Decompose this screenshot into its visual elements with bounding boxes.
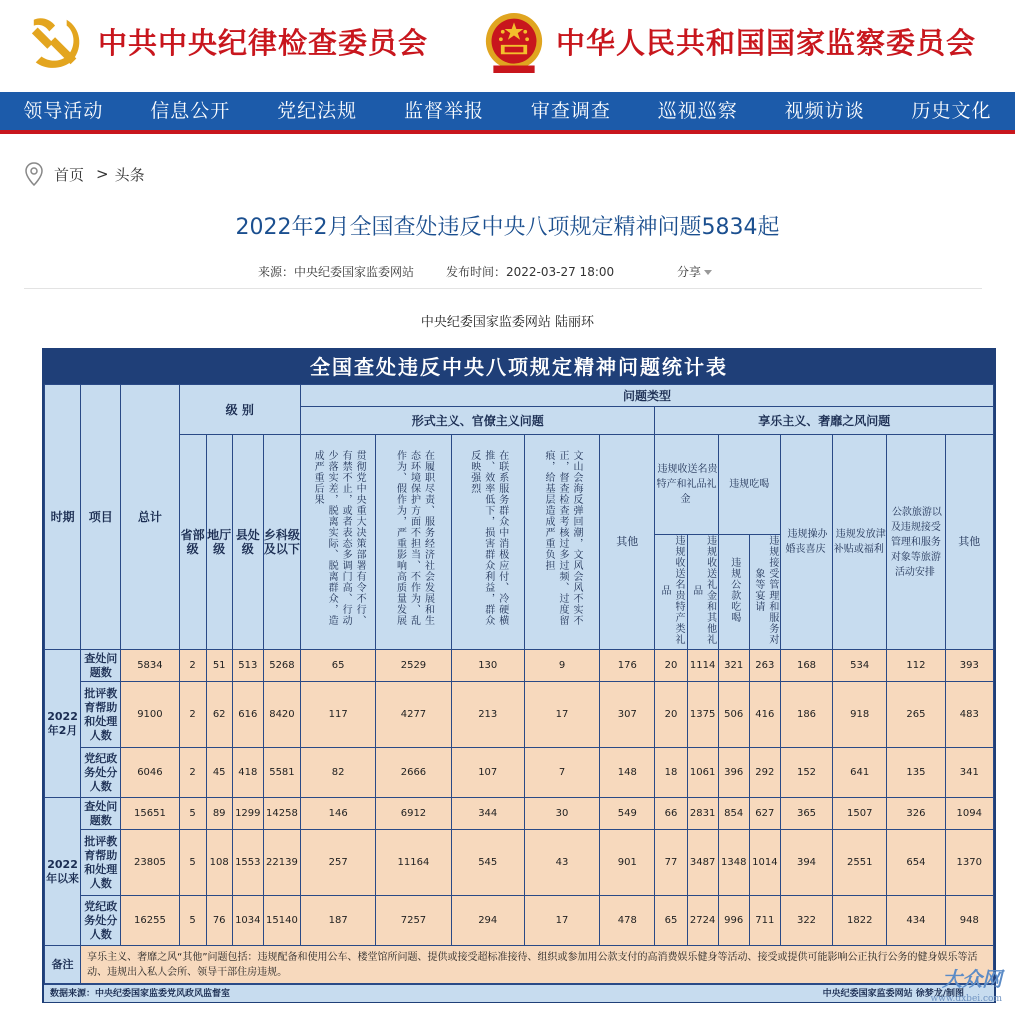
table-row <box>45 896 994 946</box>
header-f-cat-2: 在履职尽责、服务经济社会发展和生态环境保护方面不担当、不作为、乱作为、假作为，严重影响高质量发展 <box>376 435 451 650</box>
divider <box>24 288 982 289</box>
article-time: 发布时间：2022-03-27 18:00 <box>446 265 615 279</box>
cell: 263 <box>749 650 780 682</box>
nav-item-investigation[interactable]: 审查调查 <box>530 100 611 122</box>
row-item: 批评教育帮助和处理人数 <box>81 682 121 748</box>
cell: 76 <box>206 896 232 946</box>
cell: 130 <box>451 650 524 682</box>
cell: 344 <box>451 798 524 830</box>
cell: 1299 <box>232 798 263 830</box>
cell: 16255 <box>121 896 179 946</box>
cell: 2831 <box>687 798 718 830</box>
cell: 62 <box>206 682 232 748</box>
cell: 17 <box>524 896 599 946</box>
nsc-brand[interactable] <box>484 10 976 76</box>
cell: 14258 <box>263 798 300 830</box>
cell: 135 <box>887 748 945 798</box>
cell: 5 <box>179 830 206 896</box>
nav-item-report[interactable]: 监督举报 <box>404 100 485 122</box>
header-h-cat-3: 公款旅游以及违规接受管理和服务对象等旅游活动安排 <box>887 435 945 650</box>
row-item: 查处问题数 <box>81 650 121 682</box>
cell: 996 <box>718 896 749 946</box>
cell: 89 <box>206 798 232 830</box>
cell: 483 <box>945 682 993 748</box>
cell: 948 <box>945 896 993 946</box>
cell: 22139 <box>263 830 300 896</box>
header-gift-sub-1: 违规收送名贵特产类礼品 <box>655 535 687 650</box>
cell: 2666 <box>376 748 451 798</box>
cell: 5834 <box>121 650 179 682</box>
header-gift-sub-2: 违规收送礼金和其他礼品 <box>687 535 718 650</box>
row-item: 党纪政务处分人数 <box>81 748 121 798</box>
header-level-township: 乡科级及以下 <box>263 435 300 650</box>
cell: 112 <box>887 650 945 682</box>
chevron-down-icon <box>704 270 712 275</box>
cell: 1370 <box>945 830 993 896</box>
nsc-name: 中华人民共和国国家监察委员会 <box>556 26 977 60</box>
cell: 854 <box>718 798 749 830</box>
cell: 23805 <box>121 830 179 896</box>
cell: 65 <box>655 896 687 946</box>
header-gift-group: 违规收送名贵特产和礼品礼金 <box>655 435 718 535</box>
nav-item-video[interactable]: 视频访谈 <box>784 100 865 122</box>
cell: 4277 <box>376 682 451 748</box>
period-label: 2022年2月 <box>45 650 81 798</box>
data-source: 数据来源：中央纪委国家监委党风政风监督室 <box>50 989 231 999</box>
cell: 11164 <box>376 830 451 896</box>
cell: 326 <box>887 798 945 830</box>
header-level-county: 县处级 <box>232 435 263 650</box>
header-dining-sub-1: 违规公款吃喝 <box>718 535 749 650</box>
cell: 627 <box>749 798 780 830</box>
cell: 506 <box>718 682 749 748</box>
cell: 148 <box>600 748 655 798</box>
nav-item-history[interactable]: 历史文化 <box>911 100 992 122</box>
cell: 549 <box>600 798 655 830</box>
cell: 434 <box>887 896 945 946</box>
cell: 20 <box>655 682 687 748</box>
table-row <box>45 682 994 748</box>
nav-item-regulations[interactable]: 党纪法规 <box>277 100 358 122</box>
ccdi-brand[interactable] <box>28 10 428 76</box>
row-item: 批评教育帮助和处理人数 <box>81 830 121 896</box>
table-row <box>45 798 994 830</box>
cell: 7257 <box>376 896 451 946</box>
share-button[interactable] <box>677 263 712 280</box>
cell: 294 <box>451 896 524 946</box>
nav-item-inspection[interactable]: 巡视巡察 <box>657 100 738 122</box>
cell: 30 <box>524 798 599 830</box>
cell: 5268 <box>263 650 300 682</box>
cell: 6046 <box>121 748 179 798</box>
cell: 513 <box>232 650 263 682</box>
cell: 711 <box>749 896 780 946</box>
cell: 117 <box>301 682 376 748</box>
row-item: 查处问题数 <box>81 798 121 830</box>
cell: 20 <box>655 650 687 682</box>
ccdi-name: 中共中央纪律检查委员会 <box>98 26 429 60</box>
cell: 213 <box>451 682 524 748</box>
cell: 2 <box>179 650 206 682</box>
header-period: 时期 <box>45 385 81 650</box>
article-author: 中央纪委国家监委网站 陆丽环 <box>420 315 595 330</box>
cell: 65 <box>301 650 376 682</box>
cell: 396 <box>718 748 749 798</box>
header-dining-sub-2: 违规接受管理和服务对象等宴请 <box>749 535 780 650</box>
header-f-cat-5: 其他 <box>600 435 655 650</box>
header-dining-group: 违规吃喝 <box>718 435 780 535</box>
cell: 5 <box>179 896 206 946</box>
breadcrumb-home[interactable]: 首页 <box>54 165 85 184</box>
breadcrumb <box>24 162 145 186</box>
cell: 8420 <box>263 682 300 748</box>
cell: 534 <box>833 650 887 682</box>
cell: 9 <box>524 650 599 682</box>
header-hedonism: 享乐主义、奢靡之风问题 <box>655 407 994 435</box>
cell: 15140 <box>263 896 300 946</box>
cell: 107 <box>451 748 524 798</box>
cell: 416 <box>749 682 780 748</box>
cell: 152 <box>780 748 832 798</box>
watermark-url: www.dxbei.com <box>930 994 1002 1004</box>
location-pin-icon <box>24 162 44 186</box>
breadcrumb-current[interactable]: 头条 <box>114 165 145 184</box>
header-f-cat-4: 文山会海反弹回潮，文风会风不实不正，督查检查考核过多过频、过度留痕，给基层造成严重负担 <box>524 435 599 650</box>
cell: 1094 <box>945 798 993 830</box>
party-emblem-icon <box>28 14 86 72</box>
cell: 43 <box>524 830 599 896</box>
watermark-logo <box>930 969 1002 1009</box>
nav-item-disclosure[interactable]: 信息公开 <box>150 100 231 122</box>
stats-table <box>44 384 994 984</box>
cell: 18 <box>655 748 687 798</box>
cell: 3487 <box>687 830 718 896</box>
cell: 51 <box>206 650 232 682</box>
cell: 307 <box>600 682 655 748</box>
cell: 1553 <box>232 830 263 896</box>
header-formalism: 形式主义、官僚主义问题 <box>301 407 655 435</box>
cell: 341 <box>945 748 993 798</box>
cell: 292 <box>749 748 780 798</box>
cell: 1014 <box>749 830 780 896</box>
note-text: 享乐主义、奢靡之风“其他”问题包括：违规配备和使用公车、楼堂馆所问题、提供或接受超标准接待、组织或参加用公款支付的高消费娱乐健身等活动、接受或提供可能影响公正执行公务的健身娱乐等活动、违规出入私人会所、领导干部住房违规。 <box>81 946 994 984</box>
cell: 82 <box>301 748 376 798</box>
cell: 654 <box>887 830 945 896</box>
cell: 186 <box>780 682 832 748</box>
cell: 418 <box>232 748 263 798</box>
header-level-province: 省部级 <box>179 435 206 650</box>
cell: 365 <box>780 798 832 830</box>
cell: 641 <box>833 748 887 798</box>
cell: 1061 <box>687 748 718 798</box>
header-problem-type: 问题类型 <box>301 385 994 407</box>
nav-item-leadership[interactable]: 领导活动 <box>23 100 104 122</box>
cell: 1114 <box>687 650 718 682</box>
cell: 9100 <box>121 682 179 748</box>
cell: 5 <box>179 798 206 830</box>
table-row <box>45 748 994 798</box>
cell: 1375 <box>687 682 718 748</box>
cell: 168 <box>780 650 832 682</box>
cell: 15651 <box>121 798 179 830</box>
cell: 393 <box>945 650 993 682</box>
row-item: 党纪政务处分人数 <box>81 896 121 946</box>
cell: 321 <box>718 650 749 682</box>
cell: 265 <box>887 682 945 748</box>
header-level-prefecture: 地厅级 <box>206 435 232 650</box>
header-f-cat-1: 贯彻党中央重大决策部署有令不行、有禁不止，或者表态多调门高、行动少落实差，脱离实际、脱离群众，造成严重后果 <box>301 435 376 650</box>
cell: 2724 <box>687 896 718 946</box>
header-level: 级 别 <box>179 385 300 435</box>
cell: 901 <box>600 830 655 896</box>
cell: 394 <box>780 830 832 896</box>
cell: 176 <box>600 650 655 682</box>
cell: 2551 <box>833 830 887 896</box>
cell: 616 <box>232 682 263 748</box>
nav-divider <box>0 130 1015 134</box>
share-label: 分享 <box>677 265 702 279</box>
cell: 2529 <box>376 650 451 682</box>
cell: 17 <box>524 682 599 748</box>
article-title: 2022年2月全国查处违反中央八项规定精神问题5834起 <box>235 215 780 240</box>
breadcrumb-separator: > <box>96 165 109 183</box>
cell: 1822 <box>833 896 887 946</box>
stats-infographic <box>42 348 1002 1004</box>
header-h-cat-1: 违规操办婚丧喜庆 <box>780 435 832 650</box>
cell: 2 <box>179 682 206 748</box>
cell: 1034 <box>232 896 263 946</box>
cell: 918 <box>833 682 887 748</box>
table-row <box>45 650 994 682</box>
cell: 5581 <box>263 748 300 798</box>
header-total: 总计 <box>121 385 179 650</box>
stats-title: 全国查处违反中央八项规定精神问题统计表 <box>310 355 728 379</box>
cell: 108 <box>206 830 232 896</box>
stats-footer <box>44 984 994 1002</box>
cell: 2 <box>179 748 206 798</box>
cell: 6912 <box>376 798 451 830</box>
article-source: 来源：中央纪委国家监委网站 <box>258 265 415 279</box>
national-emblem-icon <box>484 11 544 75</box>
header-item: 项目 <box>81 385 121 650</box>
cell: 478 <box>600 896 655 946</box>
cell: 146 <box>301 798 376 830</box>
cell: 322 <box>780 896 832 946</box>
chart-credit: 中央纪委国家监委网站 徐梦龙/制图 <box>822 989 964 999</box>
cell: 1348 <box>718 830 749 896</box>
watermark-text: 大众网 <box>942 967 1002 991</box>
note-label: 备注 <box>45 946 81 984</box>
period-label: 2022年以来 <box>45 798 81 946</box>
cell: 1507 <box>833 798 887 830</box>
cell: 257 <box>301 830 376 896</box>
cell: 77 <box>655 830 687 896</box>
header-h-cat-2: 违规发放津补贴或福利 <box>833 435 887 650</box>
cell: 545 <box>451 830 524 896</box>
header-h-cat-4: 其他 <box>945 435 993 650</box>
main-nav <box>0 92 1015 130</box>
header-f-cat-3: 在联系服务群众中消极应付、冷硬横推、效率低下，损害群众利益，群众反映强烈 <box>451 435 524 650</box>
site-header <box>0 0 1015 92</box>
cell: 45 <box>206 748 232 798</box>
table-row <box>45 830 994 896</box>
cell: 7 <box>524 748 599 798</box>
cell: 187 <box>301 896 376 946</box>
note-row <box>45 946 994 984</box>
cell: 66 <box>655 798 687 830</box>
